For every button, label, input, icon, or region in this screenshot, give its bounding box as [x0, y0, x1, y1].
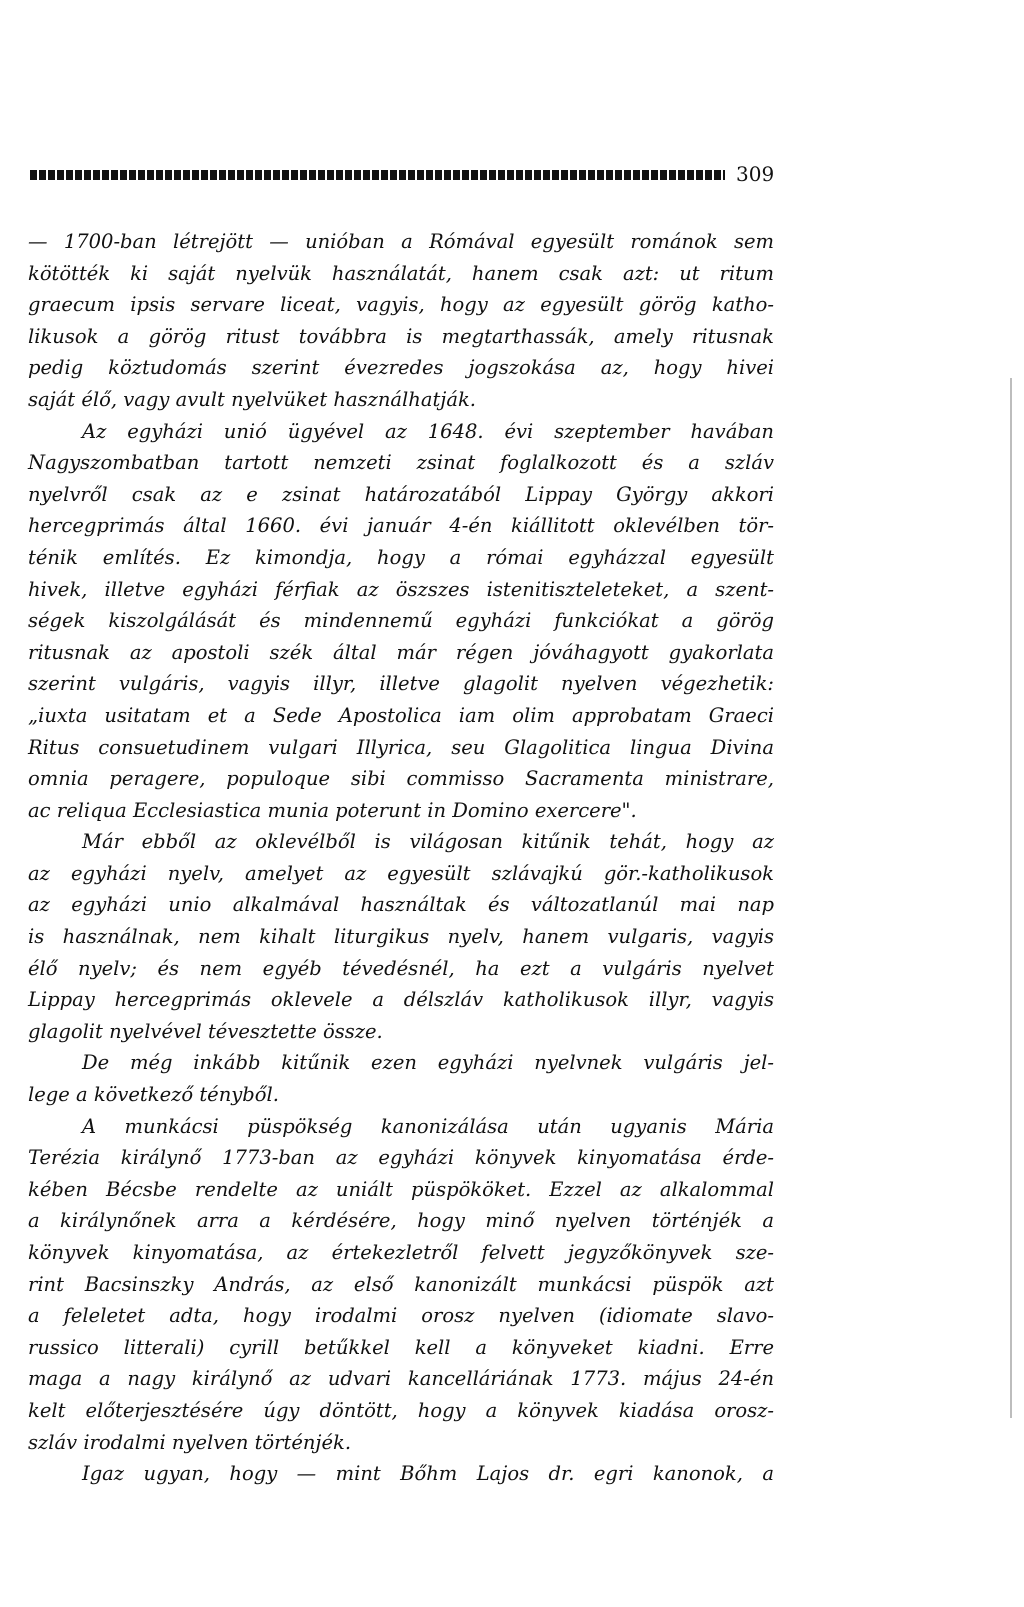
text-line: Az egyházi unió ügyével az 1648. évi szeptember havában [82, 419, 774, 443]
text-line: hercegprimás által 1660. évi január 4-én kiállitott oklevélben tör- [28, 514, 774, 538]
text-line: De még inkább kitűnik ezen egyházi nyelvnek vulgáris jel- [82, 1051, 774, 1075]
text-line: hivek, illetve egyházi férfiak az öszszes istenitiszteleteket, a szent- [28, 577, 774, 601]
header-decorative-rule [30, 170, 725, 180]
text-line: rint Bacsinszky András, az első kanonizált munkácsi püspök azt [28, 1272, 774, 1296]
text-line: Terézia királynő 1773-ban az egyházi könyvek kinyomatása érde- [28, 1146, 774, 1170]
text-line: a királynőnek arra a kérdésére, hogy minő nyelven történjék a [28, 1209, 774, 1233]
text-line: az egyházi unio alkalmával használtak és változatlanúl mai nap [28, 893, 774, 917]
text-line: glagolit nyelvével tévesztette össze. [28, 1019, 383, 1043]
text-line: Igaz ugyan, hogy — mint Bőhm Lajos dr. egri kanonok, a [82, 1462, 774, 1486]
text-line: nyelvről csak az e zsinat határozatából Lippay György akkori [28, 482, 774, 506]
text-line: kötötték ki saját nyelvük használatát, hanem csak azt: ut ritum [28, 261, 774, 285]
text-line: kében Bécsbe rendelte az uniált püspököket. Ezzel az alkalommal [28, 1177, 774, 1201]
text-line: kelt előterjesztésére úgy döntött, hogy a könyvek kiadása orosz- [28, 1398, 774, 1422]
text-line: is használnak, nem kihalt liturgikus nyelv, hanem vulgaris, vagyis [28, 925, 774, 949]
text-line: könyvek kinyomatása, az értekezletről felvett jegyzőkönyvek sze- [28, 1241, 774, 1264]
text-line: Nagyszombatban tartott nemzeti zsinat foglalkozott és a szláv [28, 451, 774, 475]
text-line: ac reliqua Ecclesiastica munia poterunt in Domino exercere". [28, 798, 637, 822]
text-line: élő nyelv; és nem egyéb tévedésnél, ha ezt a vulgáris nyelvet [28, 956, 774, 980]
text-line: lege a következő tényből. [28, 1083, 279, 1107]
text-line: ténik említés. Ez kimondja, hogy a római egyházzal egyesült [28, 545, 774, 569]
text-line: „iuxta usitatam et a Sede Apostolica iam olim approbatam Graeci [28, 703, 774, 727]
text-line: ritusnak az apostoli szék által már régen jóváhagyott gyakorlata [28, 640, 774, 664]
text-line: a feleletet adta, hogy irodalmi orosz nyelven (idiomate slavo- [28, 1304, 774, 1328]
text-line: Ritus consuetudinem vulgari Illyrica, seu Glagolitica lingua Divina [28, 735, 774, 759]
text-line: omnia peragere, populoque sibi commisso Sacramenta ministrare, [28, 767, 774, 791]
text-line: Lippay hercegprimás oklevele a délszláv katholikusok illyr, vagyis [28, 988, 774, 1012]
text-line: russico litterali) cyrill betűkkel kell a könyveket kiadni. Erre [28, 1335, 774, 1359]
text-line: maga a nagy királynő az udvari kancelláriának 1773. május 24-én [28, 1367, 774, 1391]
text-line: likusok a görög ritust továbbra is megtarthassák, amely ritusnak [28, 324, 774, 348]
page-number: 309 [736, 162, 775, 186]
text-line: az egyházi nyelv, amelyet az egyesült szlávajkú gör.-katholikusok [28, 861, 774, 885]
text-line: — 1700-ban létrejött — unióban a Rómával egyesült románok sem [28, 230, 774, 253]
text-line: ségek kiszolgálását és mindennemű egyházi funkciókat a görög [28, 609, 774, 633]
scan-edge-line [1010, 378, 1012, 1418]
text-line: A munkácsi püspökség kanonizálása után ugyanis Mária [82, 1114, 774, 1138]
text-line: szláv irodalmi nyelven történjék. [28, 1430, 352, 1454]
text-line: graecum ipsis servare liceat, vagyis, hogy az egyesült görög katho- [28, 293, 774, 317]
body-text [28, 226, 774, 1490]
text-line: saját élő, vagy avult nyelvüket használhatják. [28, 387, 476, 411]
text-line: pedig köztudomás szerint évezredes jogszokása az, hogy hivei [28, 356, 774, 380]
text-line: Már ebből az oklevélből is világosan kitűnik tehát, hogy az [82, 830, 774, 854]
text-line: szerint vulgáris, vagyis illyr, illetve glagolit nyelven végezhetik: [28, 672, 774, 696]
